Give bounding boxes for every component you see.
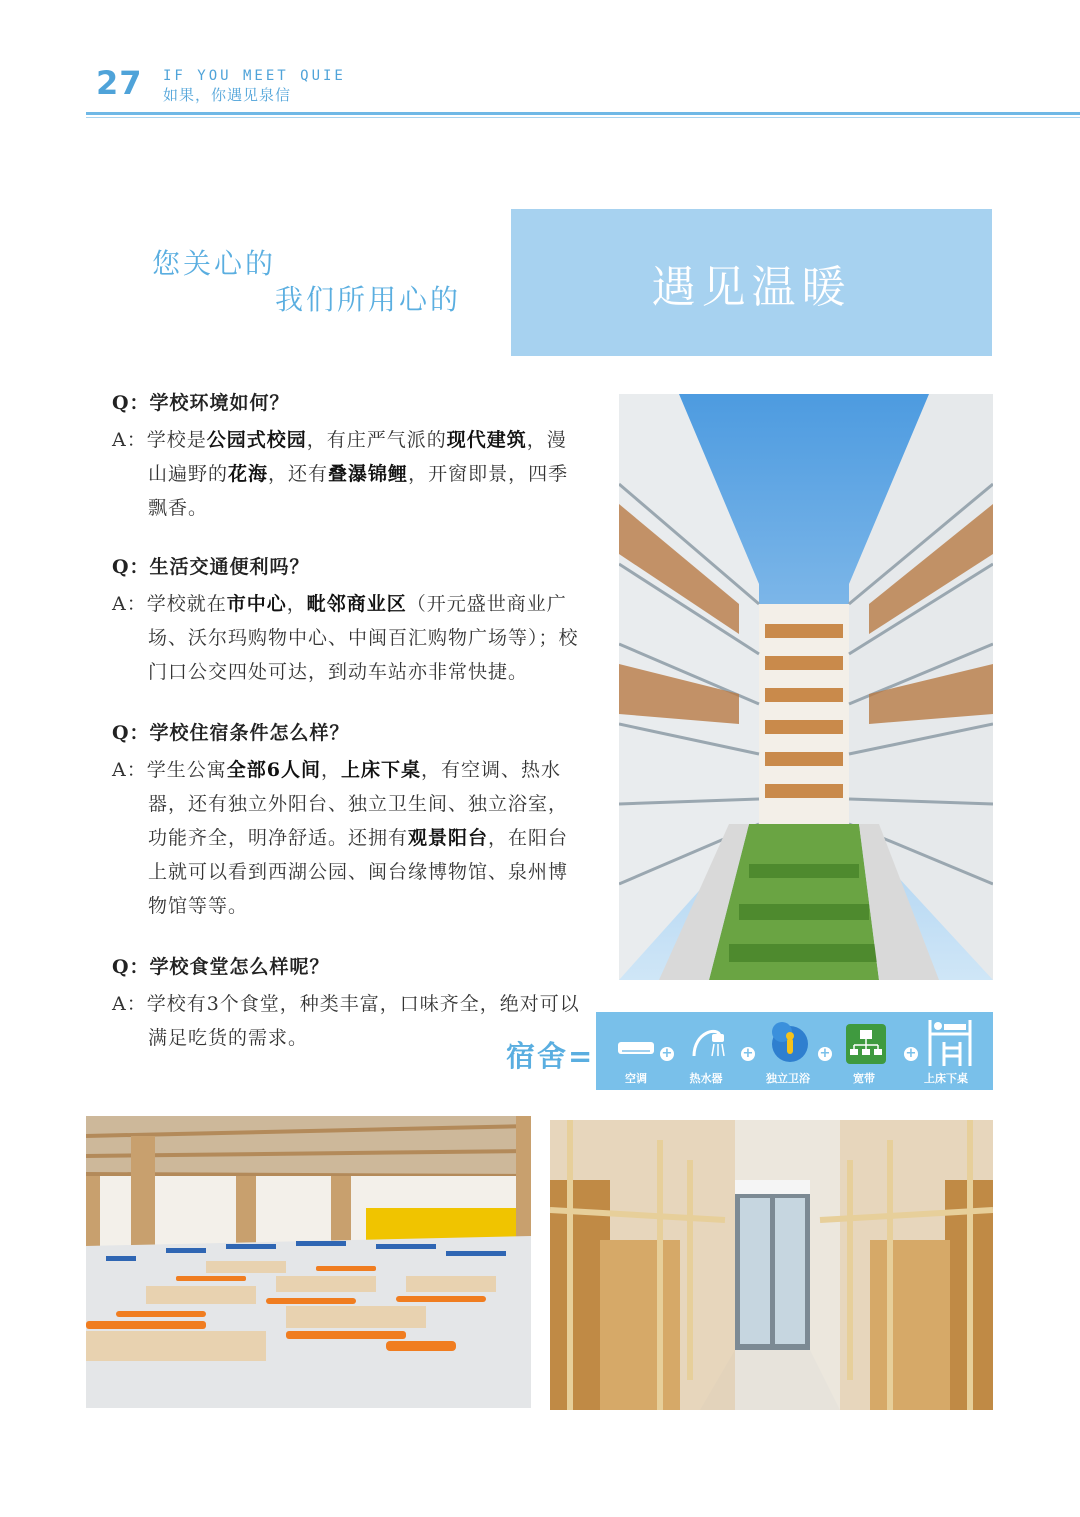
plus-icon: + xyxy=(905,1046,917,1061)
answer: A：学校是公园式校园，有庄严气派的现代建筑，漫山遍野的花海，还有叠瀑锦鲤，开窗即景，四季飘香。 xyxy=(112,429,569,519)
header-english-title: IF YOU MEET QUIE xyxy=(163,68,346,84)
dorm-item-bath xyxy=(766,1012,812,1085)
qa-block-dorm xyxy=(112,718,582,923)
question: Q：学校食堂怎么样呢？ xyxy=(112,956,330,978)
bathroom-icon xyxy=(768,1012,812,1068)
plus-icon: + xyxy=(742,1046,754,1061)
question: Q：学校住宿条件怎么样？ xyxy=(112,722,350,744)
header-chinese-title: 如果，你遇见泉信 xyxy=(163,86,292,104)
canteen-photo xyxy=(86,1116,531,1408)
dorm-item-caption: 上床下桌 xyxy=(924,1072,968,1085)
slogan-line-2: 我们所用心的 xyxy=(275,283,462,316)
dorm-item-caption: 热水器 xyxy=(689,1072,723,1085)
air-conditioner-icon xyxy=(616,1012,656,1062)
dorm-item-caption: 空调 xyxy=(625,1072,647,1085)
dorm-item-heater xyxy=(686,1012,726,1085)
dorm-item-broadband xyxy=(844,1012,888,1085)
qa-block-transport xyxy=(112,552,582,689)
answer: A：学生公寓全部6人间，上床下桌，有空调、热水器，还有独立外阳台、独立卫生间、独立浴室，功能齐全，明净舒适。还拥有观景阳台，在阳台上就可以看到西湖公园、闽台缘博物馆、泉州博物馆等等。 xyxy=(112,759,569,917)
dorm-item-caption: 宽带 xyxy=(853,1072,875,1085)
plus-icon: + xyxy=(819,1046,831,1061)
qa-block-environment xyxy=(112,388,582,525)
dorm-item-ac xyxy=(616,1012,656,1085)
page-number: 27 xyxy=(96,64,143,102)
question: Q：学校环境如何？ xyxy=(112,392,290,414)
slogan-line-1: 您关心的 xyxy=(152,247,277,280)
bunk-desk-icon xyxy=(926,1012,974,1068)
dorm-item-caption: 独立卫浴 xyxy=(766,1072,810,1085)
section-title: 遇见温暖 xyxy=(651,261,852,313)
answer: A：学校有3个食堂，种类丰富，口味齐全，绝对可以满足吃货的需求。 xyxy=(112,993,580,1049)
plus-icon: + xyxy=(661,1046,673,1061)
question: Q：生活交通便利吗？ xyxy=(112,556,310,578)
dorm-amenities-bar xyxy=(596,1012,993,1090)
water-heater-icon xyxy=(686,1012,726,1068)
section-title-box xyxy=(511,209,992,356)
courtyard-photo xyxy=(619,394,993,980)
dorm-room-photo xyxy=(550,1120,993,1410)
header-rule xyxy=(86,112,1080,115)
header-rule-thin xyxy=(86,117,1080,118)
answer: A：学校就在市中心，毗邻商业区（开元盛世商业广场、沃尔玛购物中心、中闽百汇购物广场等）；校门口公交四处可达，到动车站亦非常快捷。 xyxy=(112,593,579,683)
broadband-icon xyxy=(844,1012,888,1068)
dorm-item-bunk xyxy=(924,1012,974,1085)
dorm-label: 宿舍= xyxy=(506,1039,595,1073)
